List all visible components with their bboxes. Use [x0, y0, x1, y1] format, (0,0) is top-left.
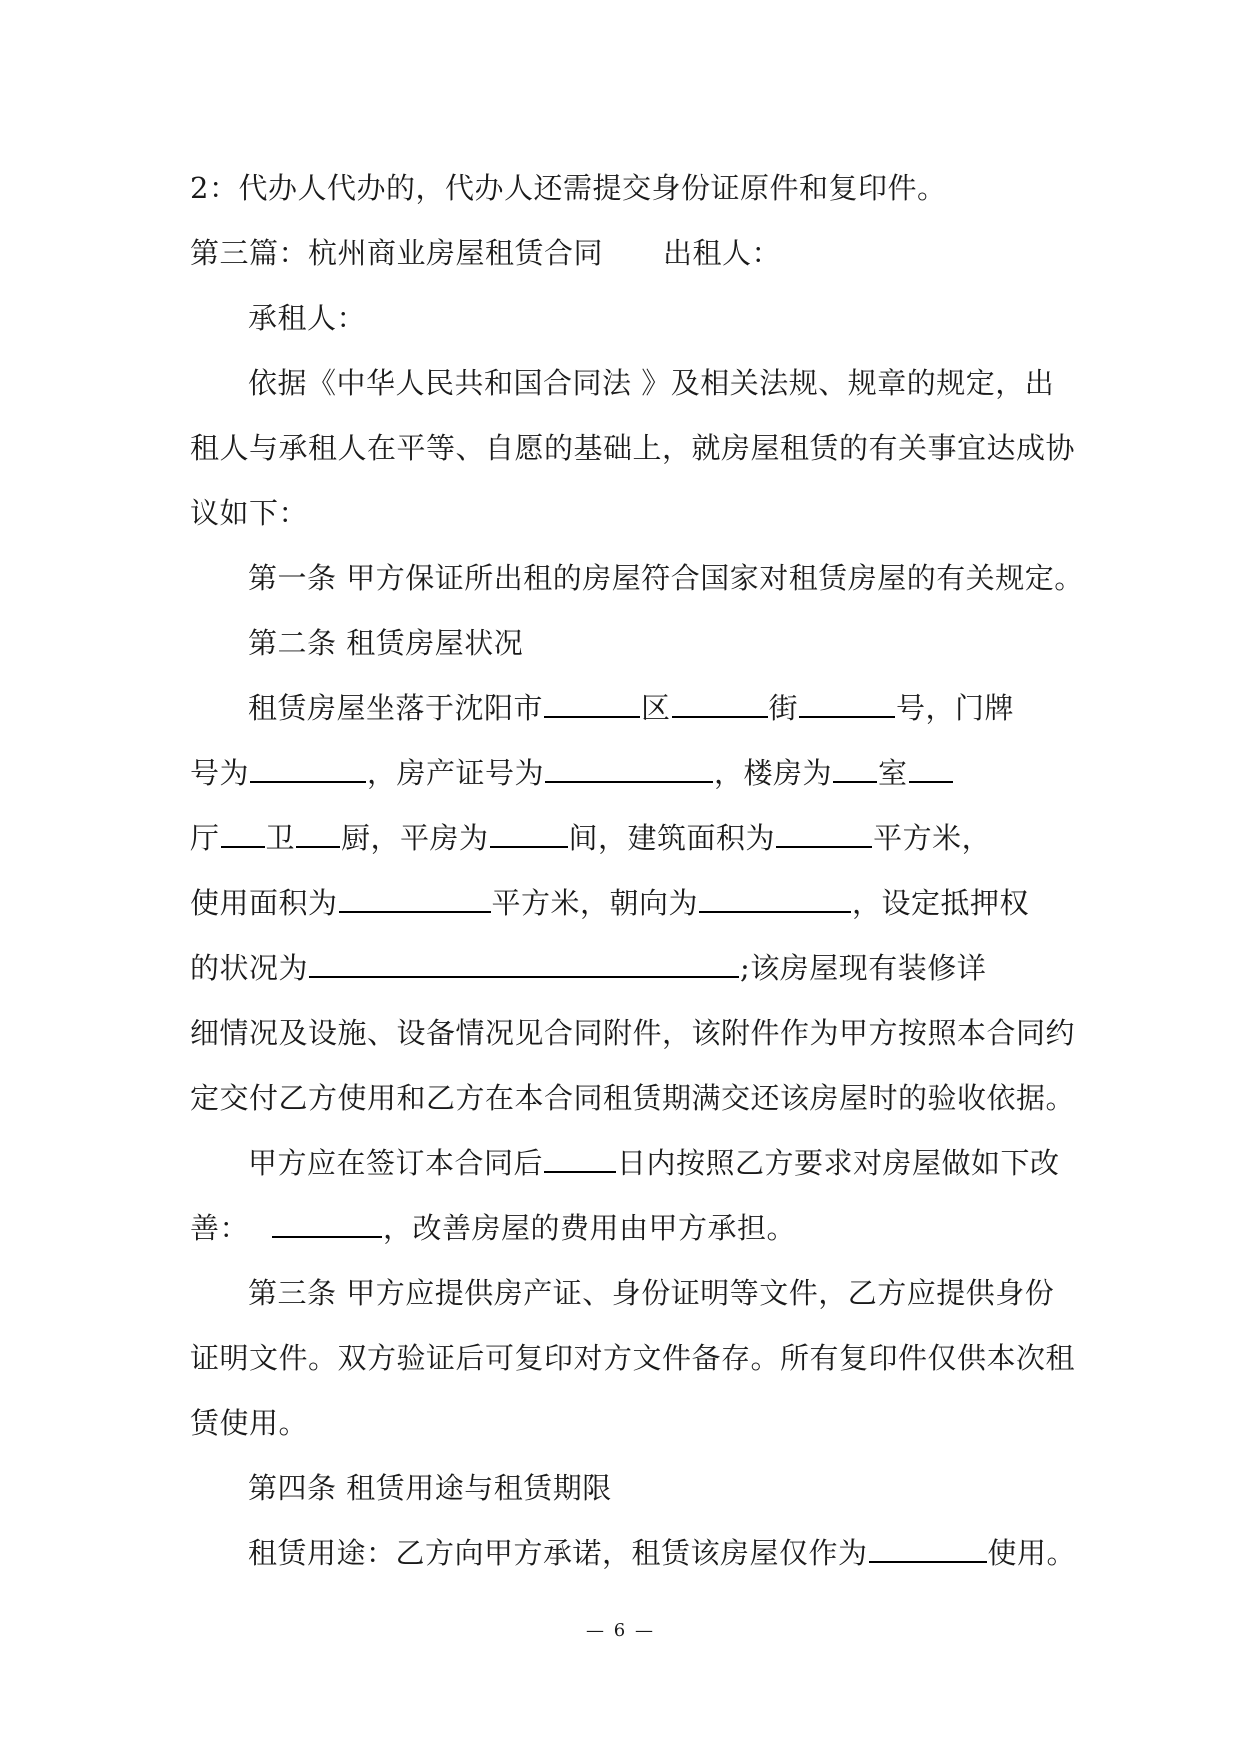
text-span: 使用面积为 [190, 886, 338, 920]
fill-blank [909, 753, 953, 783]
fill-blank [545, 753, 713, 783]
page-number: — 6 — [586, 1620, 655, 1641]
text-line [190, 481, 1070, 546]
fill-blank [272, 1208, 382, 1238]
document-body [190, 156, 1084, 1586]
text-span: 租人与承租人在平等、自愿的基础上，就房屋租赁的有关事宜达成协 [190, 431, 1076, 465]
text-line [190, 936, 1070, 1001]
text-line [190, 1456, 1070, 1521]
fill-blank [776, 818, 872, 848]
text-span: 租赁房屋坐落于沈阳市 [248, 691, 544, 725]
text-span: 日内按照乙方要求对房屋做如下改 [617, 1146, 1060, 1180]
text-line [190, 156, 1070, 221]
text-span: ，设定抵押权 [852, 886, 1030, 920]
text-span: 2：代办人代办的，代办人还需提交身份证原件和复印件。 [190, 171, 947, 205]
text-line [190, 1261, 1070, 1326]
text-line [190, 1521, 1077, 1586]
fill-blank [544, 688, 640, 718]
text-span: 厅 [190, 821, 220, 855]
fill-blank [699, 883, 851, 913]
text-span: 使用。 [987, 1536, 1077, 1570]
text-span: 依据《中华人民共和国合同法 》及相关法规、规章的规定，出 [248, 366, 1055, 400]
text-line [190, 611, 1070, 676]
text-span: 善： [190, 1211, 250, 1245]
text-span: 细情况及设施、设备情况见合同附件，该附件作为甲方按照本合同约 [190, 1016, 1076, 1050]
text-span: 街 [768, 691, 799, 725]
fill-blank [296, 818, 340, 848]
fill-blank [799, 688, 895, 718]
text-line [190, 546, 1084, 611]
text-span: 甲方应在签订本合同后 [248, 1146, 544, 1180]
text-span: 出租人： [663, 236, 782, 270]
text-line [190, 286, 1070, 351]
fill-blank [672, 688, 768, 718]
text-span: ，改善房屋的费用由甲方承担。 [383, 1211, 797, 1245]
text-line [190, 1066, 1076, 1131]
text-line [190, 741, 1070, 806]
text-span: 平方米，朝向为 [491, 886, 699, 920]
text-span: 第二条 租赁房屋状况 [248, 626, 524, 660]
text-span: 号，门牌 [896, 691, 1015, 725]
text-span: 厨，平房为 [341, 821, 489, 855]
text-line [190, 1001, 1076, 1066]
text-span: 赁使用。 [190, 1406, 309, 1440]
fill-blank [221, 818, 265, 848]
text-span: 证明文件。双方验证后可复印对方文件备存。所有复印件仅供本次租 [190, 1341, 1076, 1375]
fill-blank [833, 753, 877, 783]
text-line [190, 351, 1070, 416]
section-heading [190, 221, 1070, 286]
text-span: 卫 [265, 821, 296, 855]
text-span: ，房产证号为 [367, 756, 545, 790]
fill-blank [490, 818, 568, 848]
fill-blank [339, 883, 491, 913]
text-span: 第一条 甲方保证所出租的房屋符合国家对租赁房屋的有关规定。 [248, 561, 1084, 595]
text-span: 租赁用途：乙方向甲方承诺，租赁该房屋仅作为 [248, 1536, 868, 1570]
text-span: ;该房屋现有装修详 [740, 951, 987, 985]
text-span: 承租人： [248, 301, 367, 335]
text-span: 区 [641, 691, 671, 725]
text-span: 号为 [190, 756, 250, 790]
text-span: 间，建筑面积为 [568, 821, 776, 855]
text-line [190, 1196, 1070, 1261]
fill-blank [544, 1143, 616, 1173]
text-span: 定交付乙方使用和乙方在本合同租赁期满交还该房屋时的验收依据。 [190, 1081, 1076, 1115]
fill-blank [869, 1533, 987, 1563]
text-span: 室 [878, 756, 908, 790]
text-span: 平方米， [873, 821, 992, 855]
text-line [190, 1391, 1070, 1456]
text-span: 第四条 租赁用途与租赁期限 [248, 1471, 612, 1505]
text-span: 第三条 甲方应提供房产证、身份证明等文件，乙方应提供身份 [248, 1276, 1055, 1310]
text-line [190, 416, 1076, 481]
text-line [190, 676, 1070, 741]
text-span: ，楼房为 [714, 756, 833, 790]
text-span: 的状况为 [190, 951, 309, 985]
fill-blank [309, 948, 739, 978]
section-title: 第三篇：杭州商业房屋租赁合同 [190, 236, 604, 270]
text-line [190, 1131, 1070, 1196]
fill-blank [250, 753, 366, 783]
text-span: 议如下： [190, 496, 309, 530]
text-line [190, 871, 1070, 936]
text-line [190, 1326, 1076, 1391]
text-line [190, 806, 1070, 871]
